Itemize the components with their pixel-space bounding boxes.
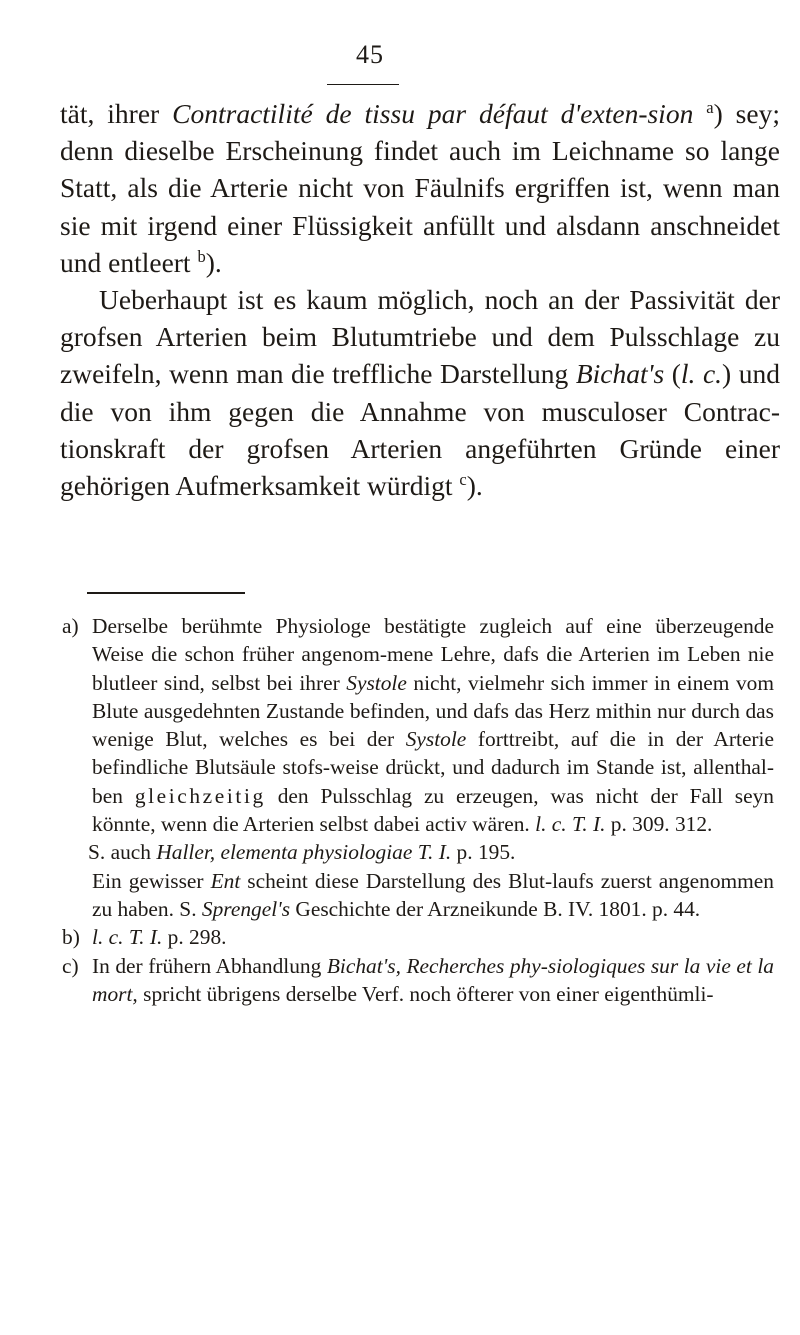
text-run: Geschichte der Arzneikunde B. IV. 1801. p. 44. [290, 896, 701, 921]
main-paragraph-2 [60, 281, 780, 504]
text-run: ) und die von ihm gegen die Annahme von musculoser Contrac-tionskraft der grofsen Arterien angeführten Gründe einer gehörigen Aufmerksamkeit würdigt [60, 358, 780, 502]
footnote-separator [87, 592, 245, 594]
footnote-label: b) [62, 925, 80, 950]
text-run: den Pulsschlag zu erzeugen, was nicht der Fall seyn könnte, wenn die Arterien selbst dabei activ wären. [92, 783, 775, 837]
footnote-b [62, 923, 774, 951]
text-run: nicht, vielmehr sich immer in einem vom Blute ausgedehnten Zustande befinden, und dafs das Herz mithin nur durch das wenige Blut, welches es bei der [92, 670, 774, 752]
text-run: Derselbe berühmte Physiologe bestätigte zugleich auf eine überzeugende Weise die schon früher angenom-mene Lehre, dafs die Arterien im Leben nie blutleer sind, selbst bei ihrer [92, 614, 774, 695]
italic-citation: l. c. T. I. [92, 925, 163, 950]
text-run [693, 98, 706, 129]
main-paragraph-1 [60, 95, 780, 281]
italic-title: Bichat's, Recherches phy-siologiques sur la vie et la mort, [92, 953, 775, 1006]
text-run: p. 309. 312. [605, 812, 713, 837]
italic-citation: Haller, elementa physiologiae T. I. [156, 840, 452, 865]
footnote-ref-a: a [706, 97, 714, 117]
footnote-ref-b: b [197, 246, 206, 266]
text-run: p. 298. [162, 925, 227, 950]
italic-citation: l. c. [680, 358, 723, 390]
text-run: Ein gewisser [92, 868, 211, 893]
footnote-a [62, 612, 774, 838]
spaced-word: gleichzeitig [134, 783, 266, 808]
italic-citation: l. c. T. I. [535, 812, 606, 837]
footnote-a-continuation [62, 867, 774, 924]
main-text [60, 95, 780, 504]
text-run: tät, ihrer [60, 98, 173, 129]
italic-term: Systole [346, 670, 407, 695]
text-run: spricht übrigens derselbe Verf. noch öfterer von einer eigenthümli- [137, 981, 714, 1006]
text-run: ) sey; denn dieselbe Erscheinung findet auch im Leichname so lange Statt, als die Arterie nicht von Fäulnifs ergriffen ist, wenn man sie mit irgend einer Flüssigkeit anfüllt und alsdann anschneidet und entleert [60, 98, 780, 278]
italic-term: Systole [405, 727, 467, 752]
page-number-underline [327, 84, 399, 85]
footnote-ref-c: c [459, 469, 467, 489]
footnote-c [62, 952, 774, 1009]
text-run: S. auch [88, 840, 157, 865]
page-number: 45 [356, 40, 384, 69]
text-run: In der frühern Abhandlung [92, 953, 327, 978]
italic-phrase: Contractilité de tissu par défaut d'exten-sion [172, 98, 694, 129]
footnote-a-continuation [62, 838, 774, 866]
text-run: ). [466, 470, 483, 502]
footnotes [62, 612, 774, 1008]
text-run: scheint diese Darstellung des Blut-laufs zuerst angenommen zu haben. S. [92, 868, 774, 921]
text-run: Ueberhaupt ist es kaum möglich, noch an der Passivität der grofsen Arterien beim Blutumtriebe und dem Pulsschlage zu zweifeln, wenn man die treffliche Darstellung [60, 284, 780, 390]
italic-name: Sprengel's [201, 896, 291, 921]
text-run: ( [664, 358, 681, 390]
text-run: ). [205, 246, 222, 278]
text-run: forttreibt, auf die in der Arterie befindliche Blutsäule stofs-weise drückt, und dadurch im Stande ist, allenthal-ben [92, 727, 774, 808]
footnote-label: c) [62, 953, 79, 978]
footnote-label: a) [62, 614, 79, 638]
text-run: p. 195. [451, 840, 516, 865]
italic-name: Bichat's [575, 358, 665, 390]
italic-name: Ent [210, 868, 241, 893]
